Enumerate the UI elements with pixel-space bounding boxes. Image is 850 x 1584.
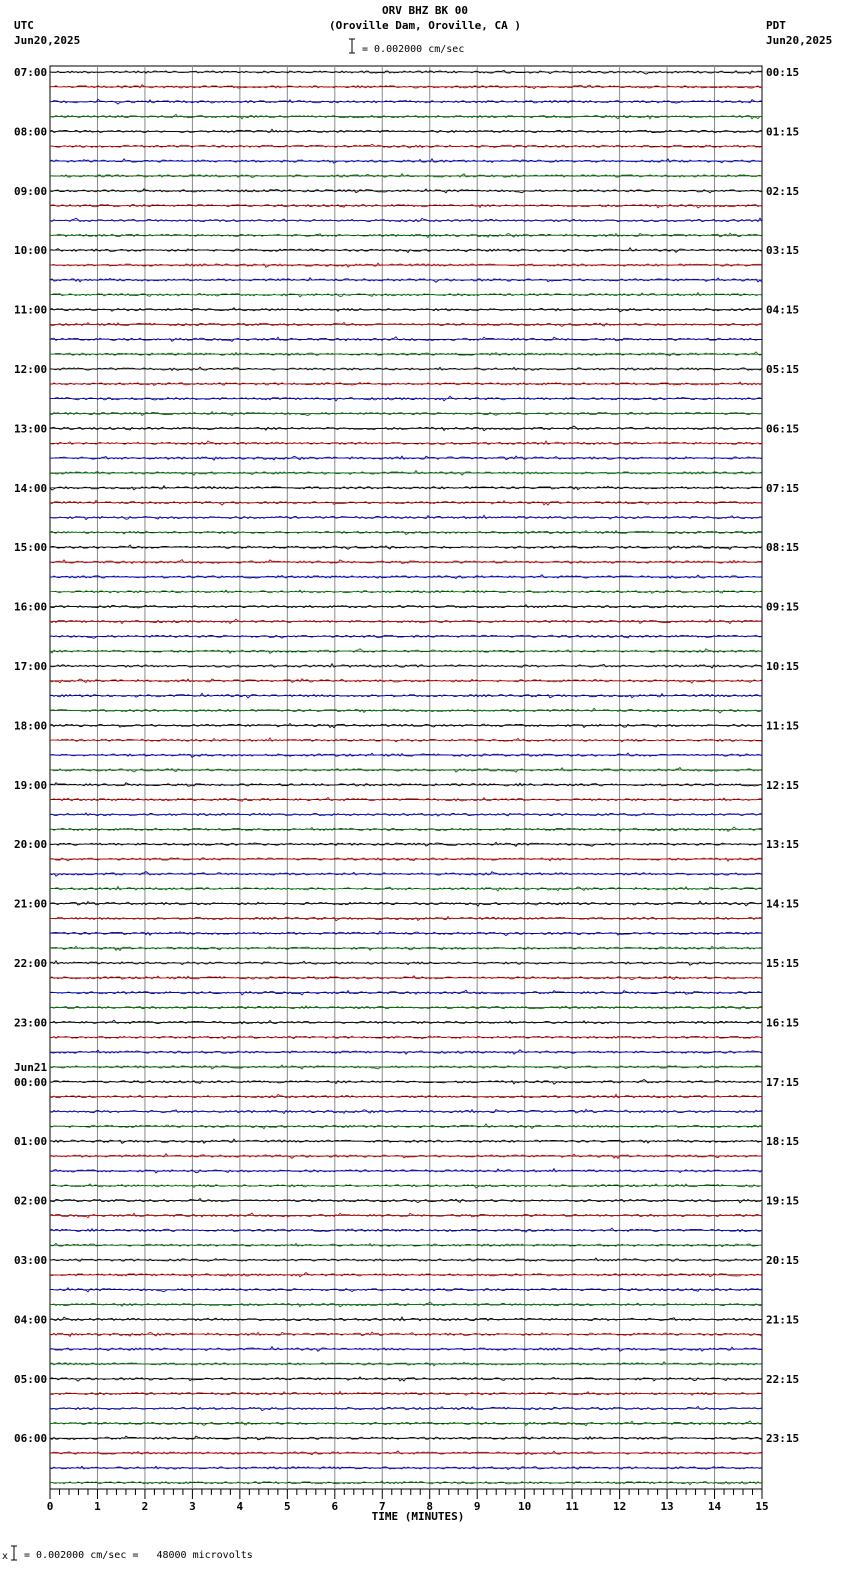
trace-line xyxy=(50,1317,762,1321)
trace-layer xyxy=(50,70,762,1484)
left-hour-label: 21:00 xyxy=(14,897,48,911)
right-hour-label: 07:15 xyxy=(766,481,800,495)
x-tick-label: 13 xyxy=(660,1500,674,1513)
left-hour-label: 19:00 xyxy=(14,778,48,792)
x-tick-label: 7 xyxy=(378,1500,386,1513)
x-tick-label: 14 xyxy=(707,1500,722,1513)
right-hour-label: 17:15 xyxy=(766,1075,800,1089)
trace-line xyxy=(50,1466,762,1469)
x-tick-label: 11 xyxy=(565,1500,579,1513)
right-hour-label: 18:15 xyxy=(766,1135,800,1149)
x-tick-label: 10 xyxy=(518,1500,532,1513)
x-tick-label: 1 xyxy=(94,1500,101,1513)
right-hour-label: 13:15 xyxy=(766,838,800,852)
left-hour-label: 20:00 xyxy=(14,838,48,852)
right-hour-label: 21:15 xyxy=(766,1313,800,1327)
left-hour-label: 03:00 xyxy=(14,1254,48,1267)
left-hour-label: 01:00 xyxy=(14,1135,48,1149)
left-hour-label: 07:00 xyxy=(14,66,48,79)
trace-line xyxy=(50,174,762,178)
trace-line xyxy=(50,1020,762,1024)
right-hour-label: 09:15 xyxy=(766,600,800,614)
left-hour-label: 23:00 xyxy=(14,1016,48,1030)
trace-line xyxy=(50,1006,762,1009)
left-hour-label: 04:00 xyxy=(14,1313,48,1327)
trace-line xyxy=(50,827,762,831)
scale-bar-icon xyxy=(349,39,355,53)
trace-line xyxy=(50,961,762,965)
footer-mark: x xyxy=(2,1551,9,1562)
right-hour-label: 12:15 xyxy=(766,778,800,792)
right-hour-label: 20:15 xyxy=(766,1254,800,1267)
x-tick-label: 5 xyxy=(284,1500,291,1513)
trace-line xyxy=(50,1094,762,1098)
right-hour-label: 16:15 xyxy=(766,1016,800,1030)
trace-line xyxy=(50,1481,762,1485)
trace-line xyxy=(50,218,762,221)
trace-line xyxy=(50,233,762,237)
trace-line xyxy=(50,159,762,164)
left-hour-label: 17:00 xyxy=(14,660,48,673)
right-timezone: PDT xyxy=(766,19,786,32)
footer-scale-bar-icon xyxy=(11,1546,17,1560)
right-hour-label: 15:15 xyxy=(766,957,800,970)
right-hour-label: 02:15 xyxy=(766,184,800,198)
x-tick-label: 3 xyxy=(189,1500,196,1513)
right-hour-label: 05:15 xyxy=(766,363,800,376)
trace-line xyxy=(50,635,762,638)
right-date: Jun20,2025 xyxy=(766,34,833,47)
x-tick-label: 8 xyxy=(426,1500,434,1513)
left-hour-label: 00:00 xyxy=(14,1075,48,1089)
right-hour-label: 06:15 xyxy=(766,422,800,436)
right-hour-label: 11:15 xyxy=(766,719,800,733)
trace-line xyxy=(50,872,762,877)
x-tick-label: 2 xyxy=(141,1500,149,1513)
trace-line xyxy=(50,858,762,861)
left-date: Jun20,2025 xyxy=(14,34,81,47)
trace-line xyxy=(50,129,762,132)
trace-line xyxy=(50,560,762,564)
right-hour-label: 04:15 xyxy=(766,303,800,317)
right-hour-label: 19:15 xyxy=(766,1194,800,1208)
footer-scale-text: = 0.002000 cm/sec = 48000 microvolts xyxy=(24,1550,253,1561)
right-hour-label: 10:15 xyxy=(766,660,800,673)
left-timezone: UTC xyxy=(14,19,34,32)
left-hour-label: 06:00 xyxy=(14,1432,48,1446)
trace-line xyxy=(50,441,762,445)
right-hour-label: 00:15 xyxy=(766,66,800,79)
left-hour-label: 14:00 xyxy=(14,481,48,495)
left-hour-label: 11:00 xyxy=(14,303,48,317)
left-hour-label: 13:00 xyxy=(14,422,48,436)
x-tick-label: 0 xyxy=(46,1500,54,1513)
right-hour-label: 01:15 xyxy=(766,125,800,139)
left-hour-label: 08:00 xyxy=(14,125,48,139)
trace-line xyxy=(50,1065,762,1069)
trace-line xyxy=(50,1451,762,1455)
x-tick-label: 12 xyxy=(612,1500,627,1513)
station-location: (Oroville Dam, Oroville, CA ) xyxy=(328,19,522,32)
trace-line xyxy=(50,590,762,593)
left-hour-label: 09:00 xyxy=(14,184,48,198)
trace-line xyxy=(50,500,762,505)
left-date-label: Jun21 xyxy=(14,1060,48,1074)
x-tick-label: 9 xyxy=(473,1500,481,1513)
left-hour-label: 16:00 xyxy=(14,600,48,614)
right-hour-label: 14:15 xyxy=(766,897,800,911)
right-hour-label: 23:15 xyxy=(766,1432,800,1446)
left-hour-label: 18:00 xyxy=(14,719,48,733)
x-axis-title: TIME (MINUTES) xyxy=(371,1510,465,1523)
x-tick-label: 15 xyxy=(755,1500,769,1513)
trace-line xyxy=(50,367,762,370)
trace-line xyxy=(50,263,762,267)
trace-line xyxy=(50,205,762,208)
right-hour-label: 22:15 xyxy=(766,1372,800,1386)
left-hour-label: 05:00 xyxy=(14,1372,48,1386)
x-tick-label: 6 xyxy=(331,1500,339,1513)
left-hour-label: 12:00 xyxy=(14,363,48,376)
left-hour-label: 15:00 xyxy=(14,541,48,555)
x-tick-label: 4 xyxy=(236,1500,244,1513)
trace-line xyxy=(50,1080,762,1085)
trace-line xyxy=(50,456,762,460)
right-hour-label: 08:15 xyxy=(766,541,800,555)
right-hour-label: 03:15 xyxy=(766,244,800,258)
left-hour-label: 10:00 xyxy=(14,244,48,258)
station-title: ORV BHZ BK 00 xyxy=(381,4,469,17)
left-hour-label: 22:00 xyxy=(14,957,48,970)
scale-text: = 0.002000 cm/sec xyxy=(362,44,465,55)
left-hour-label: 02:00 xyxy=(14,1194,48,1208)
